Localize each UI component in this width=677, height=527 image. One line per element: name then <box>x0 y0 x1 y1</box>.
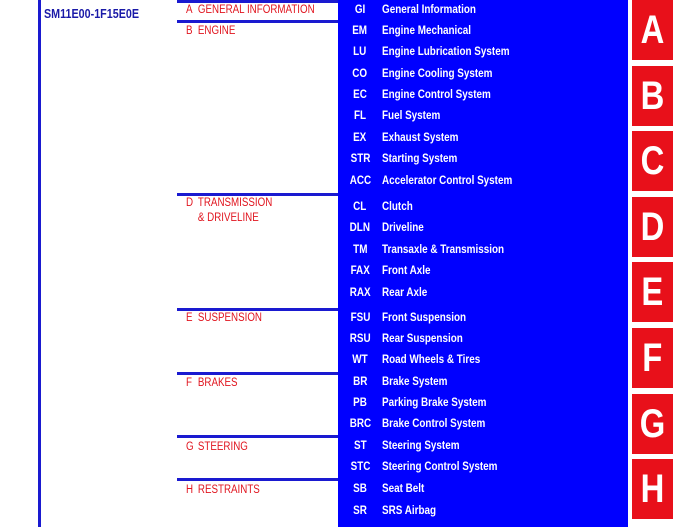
section-code-acc[interactable]: ACC <box>349 175 371 187</box>
section-code-cl[interactable]: CL <box>353 201 367 213</box>
section-code-tm[interactable]: TM <box>352 244 368 256</box>
section-code-st[interactable]: ST <box>353 440 367 452</box>
tab-f[interactable]: F <box>632 328 673 388</box>
section-link-stc[interactable]: Steering Control System <box>382 461 498 473</box>
section-code-dln[interactable]: DLN <box>349 222 371 234</box>
section-link-sr[interactable]: SRS Airbag <box>382 505 437 517</box>
section-link-fax[interactable]: Front Axle <box>382 265 431 277</box>
group-name: BRAKES <box>197 377 238 389</box>
tab-e[interactable]: E <box>632 262 673 322</box>
section-code-gi[interactable]: GI <box>354 4 366 16</box>
tab-a[interactable]: A <box>632 0 673 60</box>
section-code-fl[interactable]: FL <box>353 110 367 122</box>
left-margin-rule <box>38 0 41 527</box>
section-link-dln[interactable]: Driveline <box>382 222 424 234</box>
group-name: ENGINE <box>197 25 236 37</box>
section-code-rax[interactable]: RAX <box>349 287 371 299</box>
group-name: STEERING <box>197 441 248 453</box>
group-title-a[interactable] <box>186 3 315 18</box>
section-link-rsu[interactable]: Rear Suspension <box>382 333 463 345</box>
group-letter: A <box>186 4 193 16</box>
group-title-b[interactable] <box>186 24 235 39</box>
section-link-brc[interactable]: Brake Control System <box>382 418 486 430</box>
document-code: SM11E00-1F15E0E <box>44 7 140 21</box>
group-letter: D <box>186 197 194 209</box>
tab-c[interactable]: C <box>632 131 673 191</box>
group-name: RESTRAINTS <box>197 484 260 496</box>
section-code-wt[interactable]: WT <box>352 354 368 366</box>
section-code-fsu[interactable]: FSU <box>350 312 370 324</box>
group-divider <box>177 435 338 438</box>
group-letter: B <box>186 25 193 37</box>
section-code-co[interactable]: CO <box>352 68 368 80</box>
group-divider <box>177 372 338 375</box>
section-link-cl[interactable]: Clutch <box>382 201 413 213</box>
section-link-co[interactable]: Engine Cooling System <box>382 68 493 80</box>
section-link-fsu[interactable]: Front Suspension <box>382 312 467 324</box>
group-title-f[interactable] <box>186 376 238 391</box>
section-link-rax[interactable]: Rear Axle <box>382 287 428 299</box>
group-name: TRANSMISSION <box>197 197 273 209</box>
group-letter: H <box>186 484 194 496</box>
section-link-br[interactable]: Brake System <box>382 376 448 388</box>
group-title-e[interactable] <box>186 311 262 326</box>
section-code-sr[interactable]: SR <box>353 505 367 517</box>
section-link-ex[interactable]: Exhaust System <box>382 132 459 144</box>
tab-b[interactable]: B <box>632 66 673 126</box>
group-letter: E <box>186 312 193 324</box>
group-name: GENERAL INFORMATION <box>197 4 315 16</box>
tab-h[interactable]: H <box>632 459 673 519</box>
section-code-em[interactable]: EM <box>352 25 368 37</box>
section-link-str[interactable]: Starting System <box>382 153 458 165</box>
section-link-em[interactable]: Engine Mechanical <box>382 25 472 37</box>
section-link-wt[interactable]: Road Wheels & Tires <box>382 354 481 366</box>
section-code-br[interactable]: BR <box>352 376 368 388</box>
tab-g[interactable]: G <box>632 394 673 454</box>
section-code-ec[interactable]: EC <box>353 89 367 101</box>
section-link-ec[interactable]: Engine Control System <box>382 89 491 101</box>
tab-d[interactable]: D <box>632 197 673 257</box>
group-name: SUSPENSION <box>197 312 263 324</box>
group-divider <box>177 478 338 481</box>
group-title-g[interactable] <box>186 440 248 455</box>
section-link-acc[interactable]: Accelerator Control System <box>382 175 513 187</box>
group-divider <box>177 20 338 23</box>
group-letter: G <box>186 441 194 453</box>
section-link-sb[interactable]: Seat Belt <box>382 483 425 495</box>
group-letter: F <box>186 377 192 389</box>
section-code-pb[interactable]: PB <box>353 397 367 409</box>
section-code-lu[interactable]: LU <box>353 46 367 58</box>
section-code-sb[interactable]: SB <box>353 483 367 495</box>
section-link-lu[interactable]: Engine Lubrication System <box>382 46 510 58</box>
section-link-tm[interactable]: Transaxle & Transmission <box>382 244 505 256</box>
section-link-fl[interactable]: Fuel System <box>382 110 441 122</box>
section-link-st[interactable]: Steering System <box>382 440 460 452</box>
section-link-gi[interactable]: General Information <box>382 4 476 16</box>
section-link-pb[interactable]: Parking Brake System <box>382 397 487 409</box>
section-code-fax[interactable]: FAX <box>350 265 370 277</box>
group-name-line2: & DRIVELINE <box>197 212 259 224</box>
section-code-stc[interactable]: STC <box>350 461 370 473</box>
section-code-str[interactable]: STR <box>350 153 370 165</box>
group-title-d[interactable] <box>186 196 272 226</box>
section-code-ex[interactable]: EX <box>353 132 367 144</box>
group-title-h[interactable] <box>186 483 260 498</box>
section-code-rsu[interactable]: RSU <box>349 333 371 345</box>
section-code-brc[interactable]: BRC <box>349 418 371 430</box>
